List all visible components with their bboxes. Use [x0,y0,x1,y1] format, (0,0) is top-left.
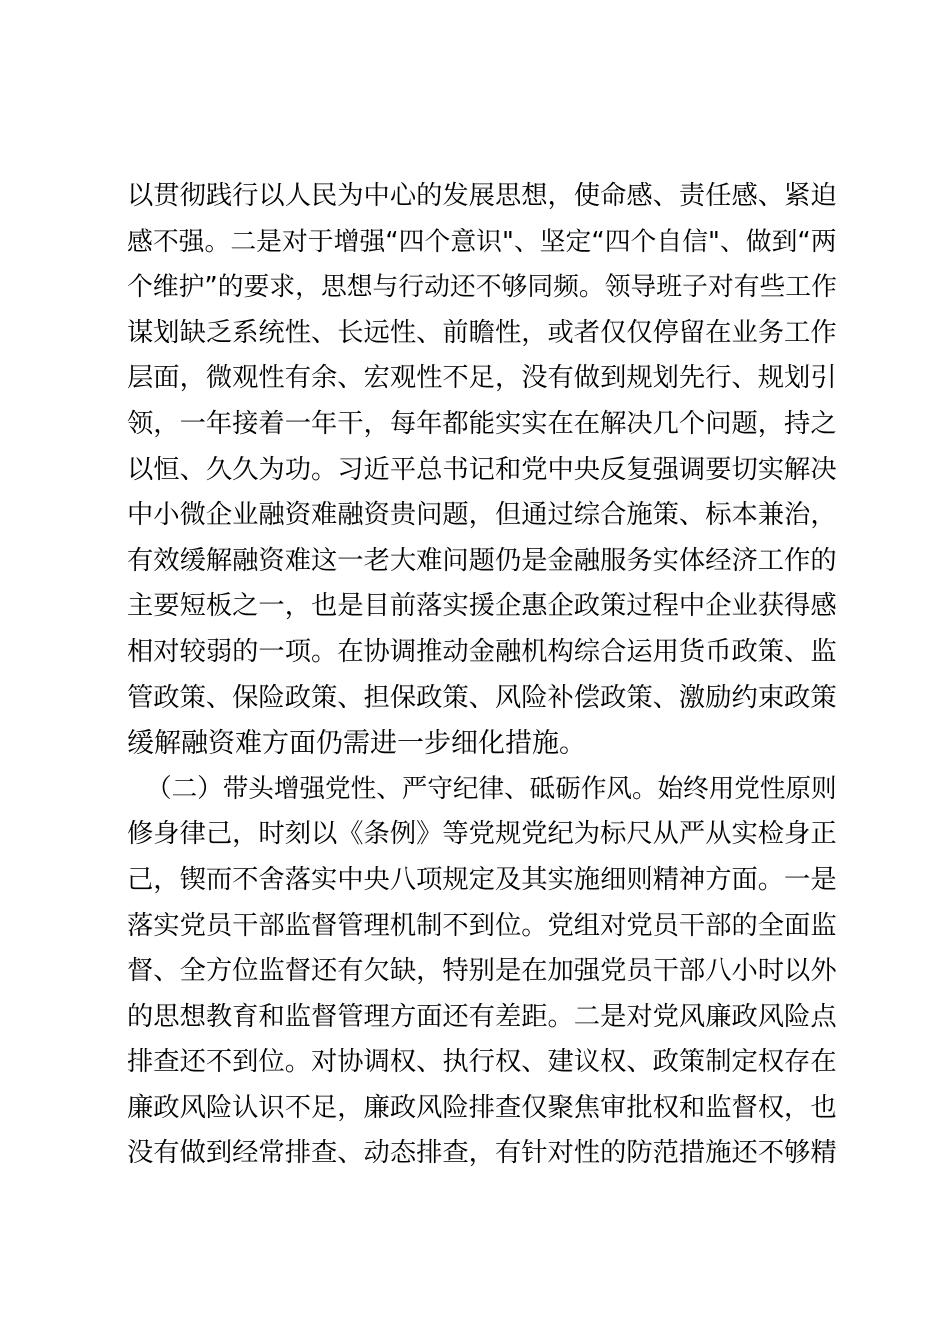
document-body-text [127,174,837,1177]
text-line: 的思想教育和监督管理方面还有差距。二是对党风廉政风险点 [127,1001,837,1032]
text-line: 廉政风险认识不足，廉政风险排查仅聚焦审批权和监督权，也 [127,1092,837,1123]
text-line: 有效缓解融资难这一老大难问题仍是金融服务实体经济工作的 [127,545,837,576]
text-line: 缓解融资难方面仍需进一步细化措施。 [127,728,586,760]
text-line: 以贯彻践行以人民为中心的发展思想，使命感、责任感、紧迫 [127,181,837,211]
text-line: 中小微企业融资难融资贵问题，但通过综合施策、标本兼治， [127,500,837,531]
text-line: 督、全方位监督还有欠缺，特别是在加强党员干部八小时以外 [127,956,837,987]
text-line: 管政策、保险政策、担保政策、风险补偿政策、激励约束政策 [127,682,837,713]
text-line: 己，锲而不舍落实中央八项规定及其实施细则精神方面。一是 [127,864,837,895]
section-heading-line: （二）带头增强党性、严守纪律、砥砺作风。始终用党性原则 [146,773,837,804]
text-line: 落实党员干部监督管理机制不到位。党组对党员干部的全面监 [127,910,837,941]
text-line: 个维护”的要求，思想与行动还不够同频。领导班子对有些工作 [127,272,837,303]
text-line: 相对较弱的一项。在协调推动金融机构综合运用货币政策、监 [127,636,837,667]
text-line: 修身律己，时刻以《条例》等党规党纪为标尺从严从实检身正 [127,819,837,850]
text-line: 排查还不到位。对协调权、执行权、建议权、政策制定权存在 [127,1047,837,1078]
text-line: 没有做到经常排查、动态排查，有针对性的防范措施还不够精 [127,1138,837,1169]
text-line: 领，一年接着一年干，每年都能实实在在解决几个问题，持之 [127,408,837,439]
text-line: 层面，微观性有余、宏观性不足，没有做到规划先行、规划引 [127,363,837,394]
text-line: 主要短板之一，也是目前落实援企惠企政策过程中企业获得感 [127,591,837,622]
text-line: 感不强。二是对于增强“四个意识"、坚定“四个自信"、做到“两 [127,226,837,257]
text-line: 谋划缺乏系统性、长远性、前瞻性，或者仅仅停留在业务工作 [127,317,837,348]
text-line: 以恒、久久为功。习近平总书记和党中央反复强调要切实解决 [127,454,837,485]
